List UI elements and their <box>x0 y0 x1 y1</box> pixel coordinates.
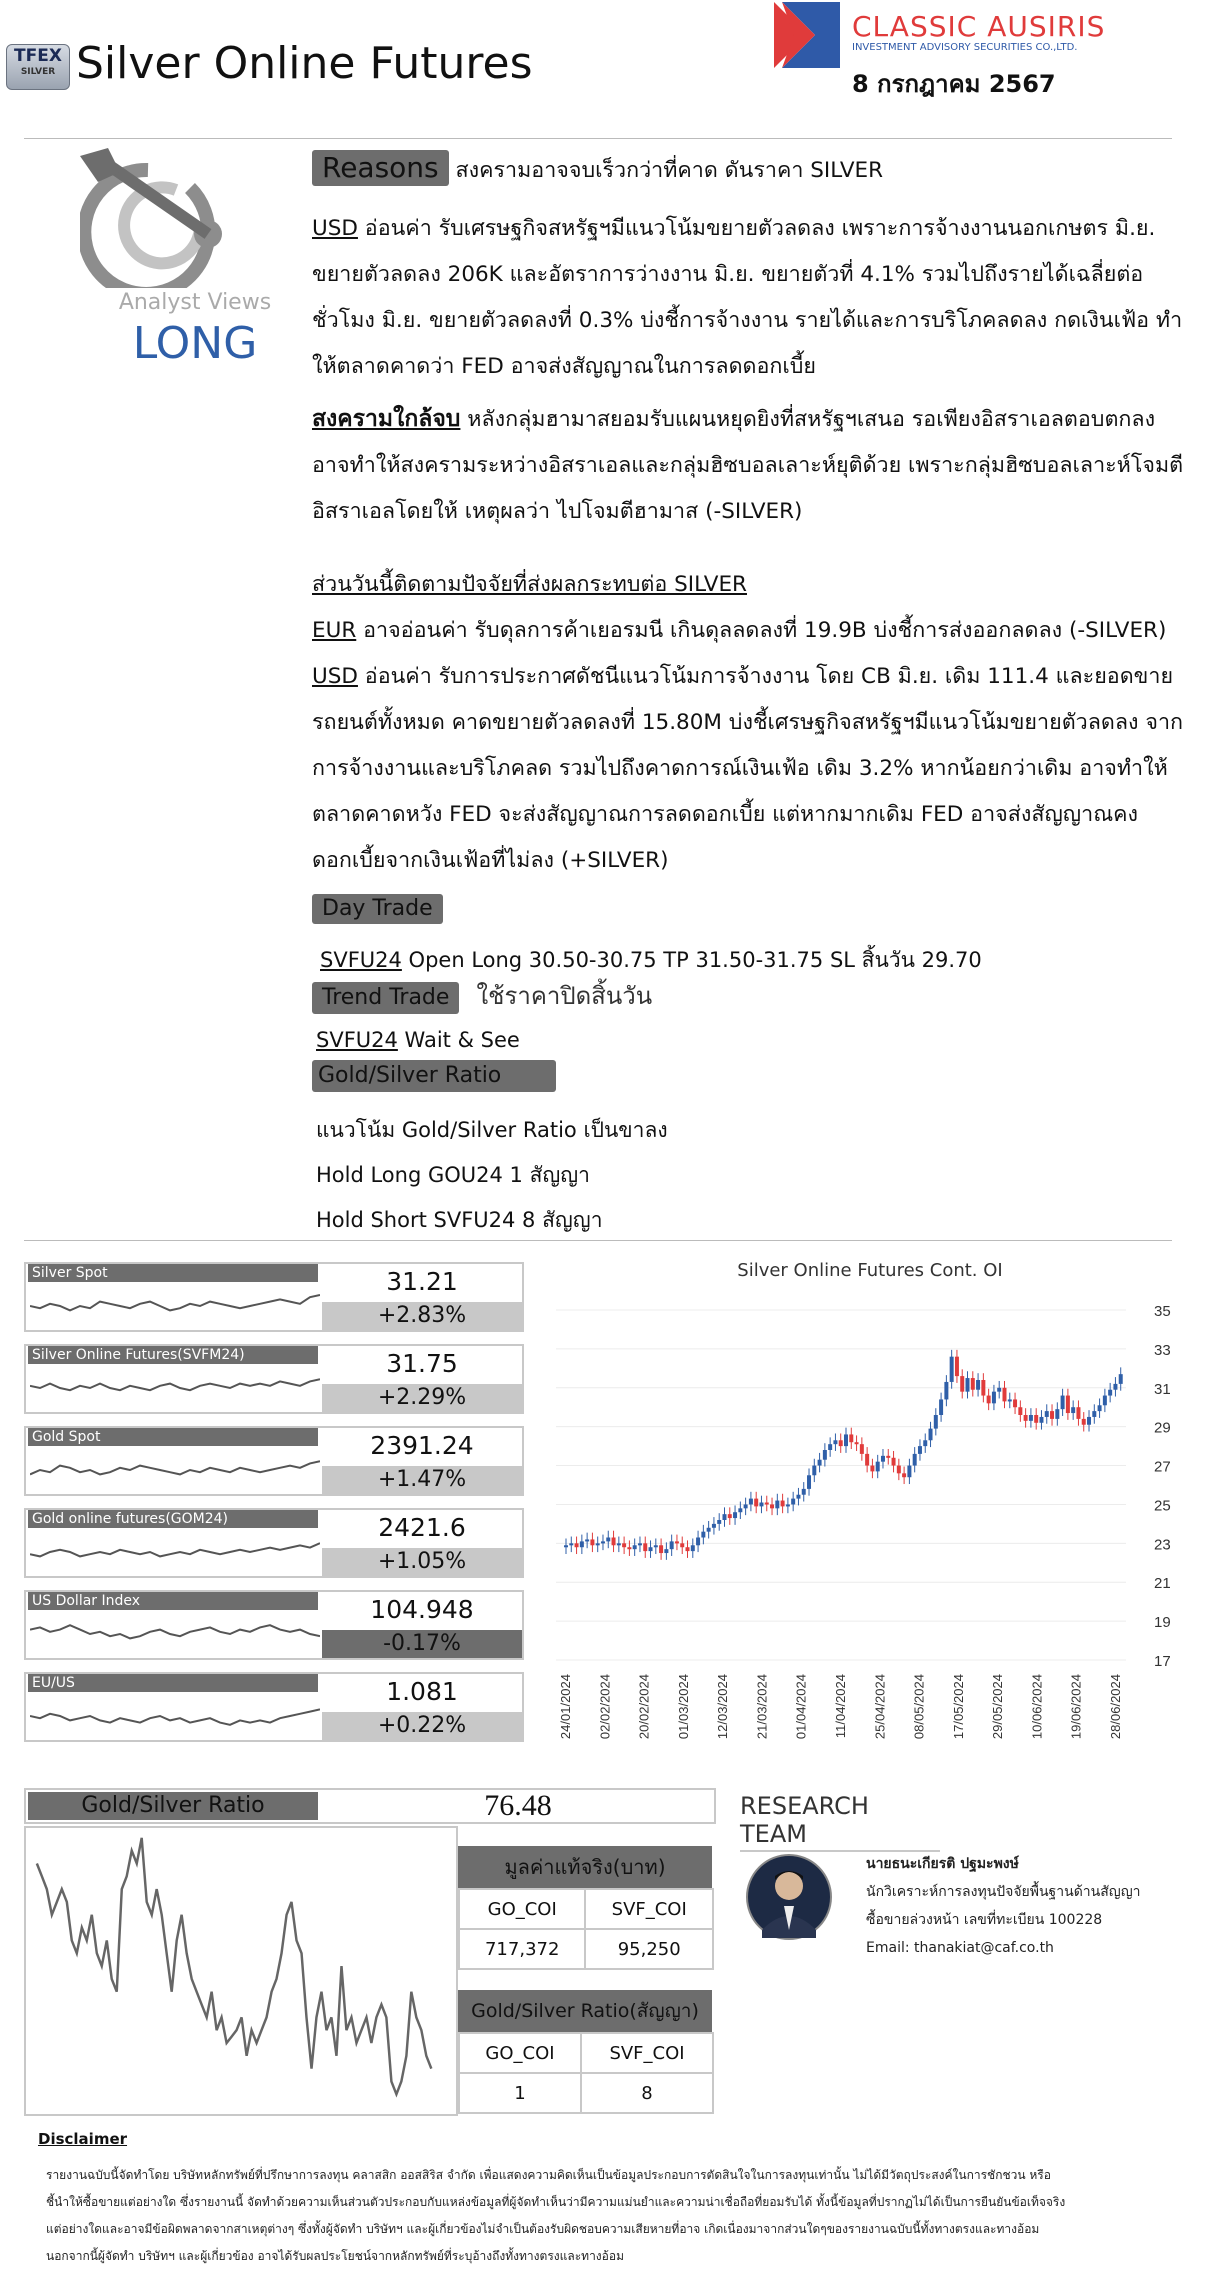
disclaimer-line: รายงานฉบับนี้จัดทำโดย บริษัทหลักทรัพย์ที่ปรึกษาการลงทุน คลาสสิก ออสสิริส จำกัด เพื่อแสดงความคิดเห็นเป็นข้อมูลประกอบการตัดสินใจในการลงทุนเท่านั้น ไม่ได้มีวัตถุประสงค์ในการชักชวน หรือ <box>46 2168 1051 2182</box>
reason-1-line: ให้ตลาดคาดว่า FED อาจส่งสัญญาณในการลดดอกเบี้ย <box>312 354 817 379</box>
ratio-section-line: Hold Long GOU24 1 สัญญา <box>316 1163 590 1187</box>
candle-body <box>1066 1396 1070 1414</box>
market-panel <box>24 1508 524 1578</box>
x-tick-label: 19/06/2024 <box>1068 1674 1084 1740</box>
candle-body <box>870 1466 874 1472</box>
candle-body <box>638 1543 642 1545</box>
disclaimer-line: นอกจากนี้ผู้จัดทำ บริษัทฯ และผู้เกี่ยวข้อง อาจได้รับผลประโยชน์จากหลักทรัพย์ที่ระบุอ้างถึงทั้งทางตรงและทางอ้อม <box>46 2249 624 2263</box>
reason-3-line: ดอกเบี้ยจากเงินเฟ้อที่ไม่ลง (+SILVER) <box>312 848 669 873</box>
candle-body <box>807 1475 811 1489</box>
market-name: Gold Spot <box>28 1428 318 1446</box>
candle-body <box>1108 1390 1112 1396</box>
candle-body <box>823 1450 827 1460</box>
ratio-panel-header <box>24 1788 716 1824</box>
reason-1-key: USD <box>312 216 358 241</box>
day-trade-label: Day Trade <box>312 894 443 924</box>
candle-body <box>997 1388 1001 1392</box>
analyst-views-label: Analyst Views <box>118 290 272 315</box>
market-change: -0.17% <box>322 1630 522 1658</box>
disclaimer-line: ชี้นำให้ซื้อขายแต่อย่างใด ซึ่งรายงานนี้ จัดทำด้วยความเห็นส่วนตัวประกอบกับแหล่งข้อมูลที่ผู้จัดทำเห็นว่ามีความแม่นยำและความน่าเชื่อถือที่ยอมรับได้ ทั้งนี้ข้อมูลที่ปรากฏไม่ได้เป็นการยืนยันข้อเท็จจริง <box>46 2195 1066 2209</box>
candle-body <box>981 1380 985 1396</box>
candle-body <box>738 1508 742 1512</box>
reason-1-line: ชั่วโมง มิ.ย. ขยายตัวลดลงที่ 0.3% บ่งชี้การจ้างงาน รายได้และการบริโภคลดลง กดเงินเฟ้อ ทำ <box>312 308 1183 333</box>
x-tick-label: 10/06/2024 <box>1029 1674 1045 1740</box>
candle-body <box>765 1503 769 1505</box>
sparkline-path <box>30 1461 320 1474</box>
company-subtitle: INVESTMENT ADVISORY SECURITIES CO.,LTD. <box>852 42 1078 53</box>
y-tick-label: 31 <box>1154 1380 1171 1398</box>
report-date: 8 กรกฎาคม 2567 <box>852 70 1056 98</box>
ratio-contracts-table <box>458 2032 714 2114</box>
y-tick-label: 25 <box>1154 1497 1171 1515</box>
candle-body <box>934 1415 938 1429</box>
candle-body <box>1045 1411 1049 1417</box>
reason-1-line: ขยายตัวลดลง 206K และอัตราการว่างงาน มิ.ย. ขยายตัวที่ 4.1% รวมไปถึงรายได้เฉลี่ยต่อ <box>312 262 1144 287</box>
reason-3-line: อาจอ่อนค่า รับดุลการค้าเยอรมนี เกินดุลลดลงที่ 19.9B บ่งชี้การส่งออกลดลง (-SILVER) <box>356 618 1167 643</box>
candle-body <box>1055 1409 1059 1419</box>
x-tick-label: 11/04/2024 <box>833 1674 848 1739</box>
x-tick-label: 08/05/2024 <box>911 1674 927 1740</box>
candle-body <box>659 1545 663 1553</box>
x-tick-label: 17/05/2024 <box>950 1674 966 1740</box>
ratio-panel-label: Gold/Silver Ratio <box>28 1792 318 1820</box>
reason-paragraph-2 <box>312 396 1212 535</box>
candle-body <box>686 1547 690 1551</box>
market-panel <box>24 1262 524 1332</box>
day-trade-symbol: SVFU24 <box>320 948 402 972</box>
candle-body <box>622 1543 626 1547</box>
candle-body <box>865 1454 869 1466</box>
candle-body <box>855 1442 859 1444</box>
reasons-headline: สงครามอาจจบเร็วกว่าที่คาด ดันราคา SILVER <box>455 158 884 183</box>
day-trade-tag <box>312 894 472 924</box>
candle-body <box>1061 1396 1065 1410</box>
candle-body <box>670 1541 674 1549</box>
reasons-tag: Reasons <box>312 150 449 186</box>
candle-body <box>987 1396 991 1404</box>
candle-body <box>1092 1411 1096 1417</box>
candle-body <box>728 1514 732 1518</box>
sparkline-path <box>30 1543 320 1556</box>
ratio-section-line: Hold Short SVFU24 8 สัญญา <box>316 1208 603 1232</box>
disclaimer-line: แต่อย่างใดและอาจมีข้อผิดพลาดจากสาเหตุต่างๆ ซึ่งทั้งผู้จัดทำ บริษัทฯ และผู้เกี่ยวข้องไม่จำเป็นต้องรับผิดชอบความเสียหายที่อาจ เกิดเนื่องมาจากส่วนใดๆของรายงานฉบับนี้ทั้งทางตรงและทางอ้อม <box>46 2222 1040 2236</box>
candle-body <box>902 1473 906 1477</box>
sparkline-path <box>30 1709 320 1724</box>
candle-body <box>601 1541 605 1543</box>
candle-body <box>1013 1399 1017 1407</box>
candle-body <box>913 1454 917 1466</box>
candle-body <box>966 1378 970 1392</box>
disclaimer-title <box>38 2130 127 2148</box>
candle-body <box>701 1532 705 1538</box>
candle-body <box>633 1545 637 1549</box>
day-trade-detail: Open Long 30.50-30.75 TP 31.50-31.75 SL สิ้นวัน 29.70 <box>401 948 982 972</box>
market-name: US Dollar Index <box>28 1592 318 1610</box>
y-tick-label: 35 <box>1154 1303 1171 1320</box>
disclaimer-title-text: Disclaimer <box>38 2130 128 2148</box>
candlestick-chart <box>556 1290 1176 1760</box>
trend-trade-row <box>312 980 652 1014</box>
research-email: Email: thanakiat@caf.co.th <box>866 1940 1054 1956</box>
ratio-section-label: Gold/Silver Ratio <box>318 1063 502 1088</box>
candle-body <box>971 1378 975 1390</box>
candle-body <box>950 1357 954 1382</box>
x-tick-label: 02/02/2024 <box>597 1674 613 1740</box>
candle-body <box>580 1541 584 1547</box>
reason-3-key-eur: EUR <box>312 618 357 643</box>
trend-trade-note: ใช้ราคาปิดสิ้นวัน <box>476 982 653 1010</box>
ratio-contracts-cell: 8 <box>581 2073 713 2113</box>
candle-body <box>844 1434 848 1446</box>
ratio-section-lines <box>316 1108 668 1243</box>
candle-body <box>881 1456 885 1462</box>
fair-value-header: GO_COI <box>459 1889 585 1929</box>
candle-body <box>955 1357 959 1376</box>
trend-trade-label: Trend Trade <box>312 982 459 1014</box>
reason-3-key-usd: USD <box>312 664 358 689</box>
trend-trade-text <box>316 1028 520 1052</box>
ratio-panel-value: 76.48 <box>484 1789 552 1822</box>
candle-body <box>1098 1405 1102 1411</box>
research-team-heading: RESEARCH TEAM <box>740 1792 940 1852</box>
trend-trade-symbol: SVFU24 <box>316 1028 398 1052</box>
sparkline-path <box>30 1295 320 1310</box>
candle-body <box>1119 1374 1123 1384</box>
company-name: CLASSIC AUSIRIS <box>852 10 1106 43</box>
candle-body <box>575 1543 579 1547</box>
market-name: Gold online futures(GOM24) <box>28 1510 318 1528</box>
research-name: นายธนะเกียรติ ปฐมะพงษ์ <box>866 1856 1019 1872</box>
market-change: +0.22% <box>322 1712 522 1740</box>
header-divider <box>24 138 1172 139</box>
candle-body <box>733 1512 737 1518</box>
candle-body <box>744 1504 748 1508</box>
reason-3-line: ตลาดคาดหวัง FED จะส่งสัญญาณการลดดอกเบี้ย แต่หากมากเดิม FED อาจส่งสัญญาณคง <box>312 802 1139 827</box>
fair-value-title: มูลค่าแท้จริง(บาท) <box>458 1846 712 1888</box>
market-sparkline <box>30 1530 320 1574</box>
candle-body <box>722 1514 726 1520</box>
candle-body <box>939 1399 943 1415</box>
ratio-contracts-cell: 1 <box>459 2073 581 2113</box>
sparkline-path <box>30 1625 320 1638</box>
disclaimer-body <box>46 2162 1166 2270</box>
candle-body <box>1076 1407 1080 1419</box>
candle-body <box>860 1444 864 1454</box>
day-trade-text <box>320 944 982 977</box>
candle-body <box>796 1495 800 1499</box>
market-sparkline <box>30 1284 320 1328</box>
tfex-logo-text: TFEX <box>14 46 62 66</box>
y-tick-label: 21 <box>1154 1575 1171 1593</box>
candle-body <box>1029 1415 1033 1421</box>
candle-body <box>886 1456 890 1458</box>
reason-3-line: อ่อนค่า รับการประกาศดัชนีแนวโน้มการจ้างงาน โดย CB มิ.ย. เดิม 111.4 และยอดขาย <box>357 664 1174 689</box>
reason-2-key: สงครามใกล้จบ <box>312 406 461 432</box>
reasons-headline-row <box>312 148 1212 194</box>
reason-3-line: รถยนต์ทั้งหมด คาดขยายตัวลดลงที่ 15.80M บ่งชี้เศรษฐกิจสหรัฐฯมีแนวโน้มขยายตัวลดลง จาก <box>312 710 1184 735</box>
ratio-section-line: แนวโน้ม Gold/Silver Ratio เป็นขาลง <box>316 1118 668 1142</box>
fair-value-cell: 95,250 <box>585 1929 713 1969</box>
candle-body <box>828 1444 832 1450</box>
candle-body <box>717 1520 721 1524</box>
company-logo-icon <box>774 2 840 68</box>
candle-body <box>918 1446 922 1454</box>
y-tick-label: 29 <box>1154 1419 1171 1437</box>
market-name: Silver Spot <box>28 1264 318 1282</box>
candle-body <box>564 1545 568 1547</box>
candle-body <box>1103 1396 1107 1406</box>
candle-body <box>627 1547 631 1549</box>
trend-trade-detail: Wait & See <box>397 1028 520 1052</box>
candle-body <box>833 1440 837 1444</box>
market-value: 31.75 <box>386 1349 458 1378</box>
candle-body <box>680 1543 684 1547</box>
candle-body <box>897 1466 901 1474</box>
candle-body <box>1034 1415 1038 1423</box>
tfex-logo-subtext: SILVER <box>20 67 56 77</box>
section-divider <box>24 1240 1172 1241</box>
y-tick-label: 27 <box>1154 1458 1171 1476</box>
candle-body <box>612 1538 616 1546</box>
candle-body <box>775 1501 779 1509</box>
x-tick-label: 12/03/2024 <box>715 1674 731 1740</box>
x-tick-label: 28/06/2024 <box>1108 1674 1123 1740</box>
candle-body <box>1018 1407 1022 1415</box>
candle-body <box>849 1434 853 1442</box>
candle-body <box>812 1466 816 1476</box>
candle-body <box>892 1458 896 1466</box>
market-name: Silver Online Futures(SVFM24) <box>28 1346 318 1364</box>
candle-body <box>960 1376 964 1392</box>
y-tick-label: 23 <box>1154 1536 1171 1554</box>
x-tick-label: 01/03/2024 <box>675 1674 691 1740</box>
candle-body <box>1008 1399 1012 1401</box>
x-tick-label: 24/01/2024 <box>558 1674 573 1740</box>
candle-body <box>696 1538 700 1546</box>
ratio-contracts-title: Gold/Silver Ratio(สัญญา) <box>458 1990 712 2032</box>
candle-body <box>976 1380 980 1390</box>
market-sparkline <box>30 1694 320 1738</box>
candle-body <box>749 1499 753 1505</box>
market-value: 31.21 <box>386 1267 458 1296</box>
x-tick-label: 01/04/2024 <box>793 1674 809 1740</box>
candle-body <box>1113 1384 1117 1390</box>
candle-body <box>707 1528 711 1532</box>
market-panel <box>24 1590 524 1660</box>
market-sparkline <box>30 1366 320 1410</box>
candle-body <box>907 1466 911 1478</box>
ratio-contracts-header: GO_COI <box>459 2033 581 2073</box>
candle-body <box>992 1392 996 1404</box>
candle-body <box>1039 1417 1043 1423</box>
candle-body <box>643 1543 647 1551</box>
research-info <box>866 1850 1141 1962</box>
ratio-contracts-header: SVF_COI <box>581 2033 713 2073</box>
y-tick-label: 19 <box>1154 1614 1171 1632</box>
market-sparkline <box>30 1612 320 1656</box>
reason-paragraph-3 <box>312 562 1212 884</box>
reason-3-heading: ส่วนวันนี้ติดตามปัจจัยที่ส่งผลกระทบต่อ SILVER <box>312 572 747 597</box>
reason-3-line: การจ้างงานและบริโภคลด รวมไปถึงคาดการณ์เงินเฟ้อ เดิม 3.2% หากน้อยกว่าเดิม อาจทำให้ <box>312 756 1168 781</box>
market-panel <box>24 1672 524 1742</box>
candle-body <box>1002 1388 1006 1402</box>
analyst-view-value: LONG <box>132 318 258 369</box>
candle-body <box>1087 1417 1091 1425</box>
sparkline-path <box>30 1379 320 1390</box>
candle-body <box>585 1539 589 1541</box>
candle-body <box>649 1547 653 1551</box>
candle-body <box>1071 1407 1075 1413</box>
market-change: +2.29% <box>322 1384 522 1412</box>
analyst-avatar <box>746 1852 832 1942</box>
reason-2-line: หลังกลุ่มฮามาสยอมรับแผนหยุดยิงที่สหรัฐฯเสนอ รอเพียงอิสราเอลตอบตกลง <box>460 407 1156 432</box>
page-title: Silver Online Futures <box>76 38 533 89</box>
research-license: ซื้อขายล่วงหน้า เลขที่ทะเบียน 100228 <box>866 1912 1103 1928</box>
market-change: +2.83% <box>322 1302 522 1330</box>
candle-body <box>596 1543 600 1545</box>
tfex-logo <box>6 44 70 90</box>
market-change: +1.05% <box>322 1548 522 1576</box>
candle-body <box>791 1499 795 1505</box>
candle-body <box>818 1460 822 1466</box>
candle-body <box>691 1545 695 1551</box>
target-dart-icon <box>80 148 270 288</box>
candle-body <box>923 1440 927 1446</box>
market-value: 104.948 <box>370 1595 474 1624</box>
market-change: +1.47% <box>322 1466 522 1494</box>
market-value: 2391.24 <box>370 1431 474 1460</box>
market-panel <box>24 1344 524 1414</box>
candle-body <box>929 1429 933 1441</box>
research-role: นักวิเคราะห์การลงทุนปัจจัยพื้นฐานด้านสัญญา <box>866 1884 1141 1900</box>
reason-2-line: อาจทำให้สงครามระหว่างอิสราเอลและกลุ่มฮิซบอลเลาะห์ยุติด้วย เพราะกลุ่มฮิซบอลเลาะห์โจมตี <box>312 453 1184 478</box>
candle-body <box>664 1549 668 1553</box>
market-name: EU/US <box>28 1674 318 1692</box>
candle-body <box>944 1382 948 1400</box>
candle-body <box>759 1503 763 1507</box>
candle-body <box>654 1545 658 1547</box>
candle-body <box>1050 1411 1054 1419</box>
ratio-line-chart <box>24 1826 458 2116</box>
candle-body <box>1024 1415 1028 1421</box>
candle-body <box>712 1524 716 1528</box>
fair-value-table <box>458 1888 714 1970</box>
x-tick-label: 29/05/2024 <box>990 1674 1006 1740</box>
candle-body <box>876 1462 880 1472</box>
x-tick-label: 25/04/2024 <box>872 1674 888 1740</box>
reason-2-line: อิสราเอลโดยให้ เหตุผลว่า ไปโจมตีฮามาส (-SILVER) <box>312 499 803 524</box>
candle-body <box>590 1539 594 1545</box>
candle-body <box>786 1504 790 1506</box>
ratio-series-line <box>37 1838 431 2094</box>
candle-body <box>606 1538 610 1542</box>
candle-body <box>1082 1419 1086 1425</box>
market-sparkline <box>30 1448 320 1492</box>
fair-value-header: SVF_COI <box>585 1889 713 1929</box>
candle-body <box>754 1499 758 1507</box>
candle-body <box>770 1504 774 1508</box>
x-tick-label: 21/03/2024 <box>754 1674 770 1740</box>
candle-body <box>839 1440 843 1446</box>
reason-paragraph-1 <box>312 206 1212 390</box>
candle-body <box>781 1501 785 1507</box>
candle-body <box>802 1489 806 1495</box>
market-panel <box>24 1426 524 1496</box>
candle-body <box>617 1543 621 1545</box>
market-value: 2421.6 <box>378 1513 466 1542</box>
candle-body <box>569 1543 573 1545</box>
chart-title: Silver Online Futures Cont. OI <box>737 1260 1003 1281</box>
y-tick-label: 17 <box>1154 1653 1171 1670</box>
x-tick-label: 20/02/2024 <box>636 1674 652 1740</box>
ratio-section-tag <box>312 1060 556 1092</box>
y-tick-label: 33 <box>1154 1341 1171 1359</box>
candle-body <box>675 1541 679 1543</box>
reason-1-line: อ่อนค่า รับเศรษฐกิจสหรัฐฯมีแนวโน้มขยายตัวลดลง เพราะการจ้างงานนอกเกษตร มิ.ย. <box>357 216 1156 241</box>
fair-value-cell: 717,372 <box>459 1929 585 1969</box>
market-value: 1.081 <box>386 1677 458 1706</box>
